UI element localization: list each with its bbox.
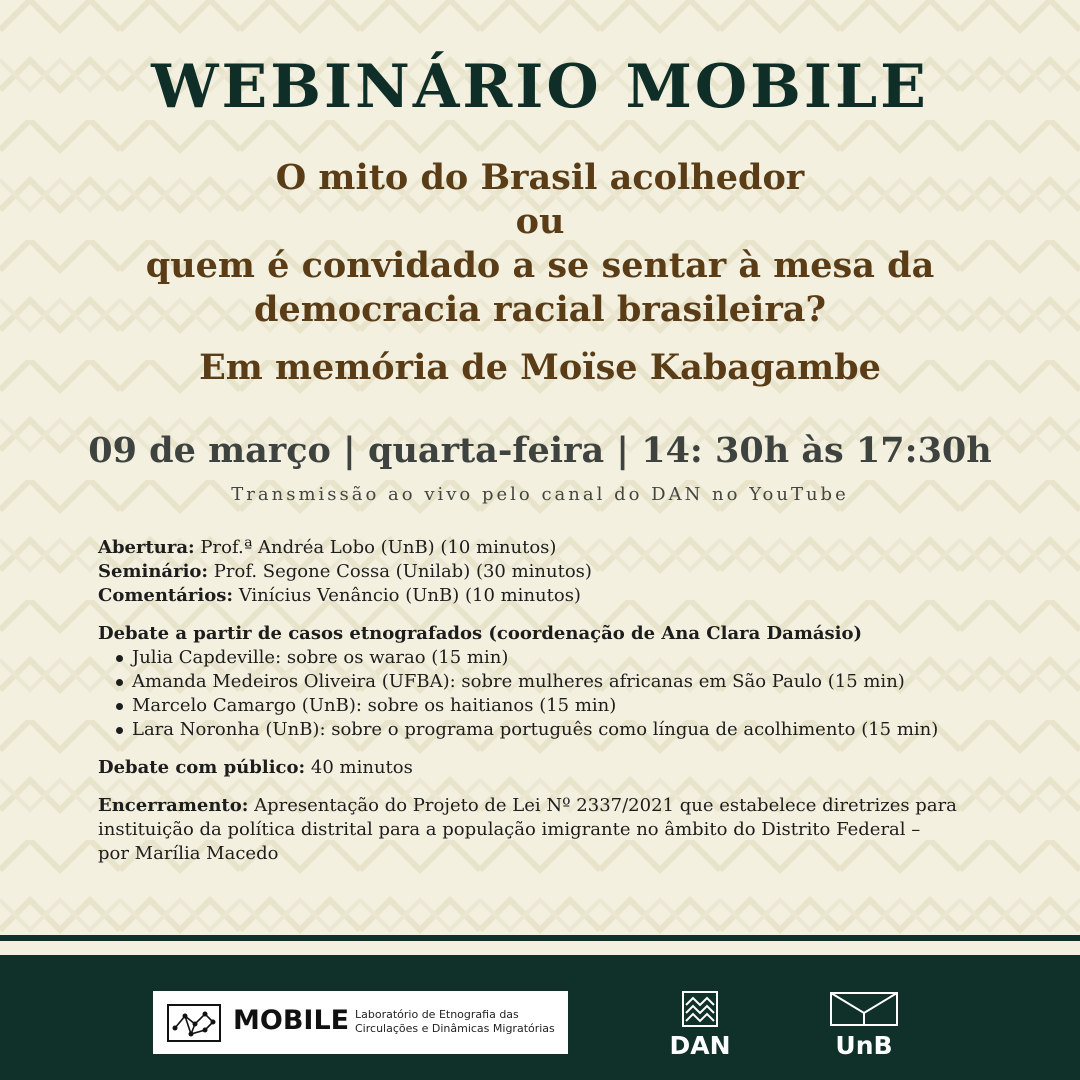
dan-emblem-icon [682, 991, 718, 1027]
network-icon [167, 1004, 221, 1042]
subtitle-line: O mito do Brasil acolhedor [275, 157, 805, 198]
seminar-text: Prof. Segone Cossa (Unilab) (30 minutos) [208, 561, 592, 582]
unb-label: UnB [835, 1031, 893, 1060]
seminar-row [98, 560, 1018, 584]
debate-list [116, 646, 1018, 742]
memorial-text: Em memória de Moïse Kabagambe [199, 347, 881, 388]
dan-logo [662, 991, 738, 1060]
bullet-icon [116, 727, 123, 734]
opening-text: Prof.ª Andréa Lobo (UnB) (10 minutos) [194, 537, 557, 558]
footer [0, 955, 1080, 1080]
comments-row [98, 584, 1018, 608]
closing-text: Apresentação do Projeto de Lei Nº 2337/2021 que estabelece diretrizes para [248, 795, 957, 816]
public-debate-label: Debate com público: [98, 757, 306, 778]
mobile-logo-name: MOBILE [233, 1005, 350, 1036]
event-date: 09 de março | quarta-feira | 14: 30h às 17:30h [88, 430, 992, 471]
comments-text: Vinícius Venâncio (UnB) (10 minutos) [233, 585, 581, 606]
broadcast-info: Transmissão ao vivo pelo canal do DAN no YouTube [231, 484, 849, 505]
debate-heading: Debate a partir de casos etnografados (coordenação de Ana Clara Damásio) [98, 623, 863, 644]
subtitle-line: democracia racial brasileira? [254, 289, 826, 330]
dan-label: DAN [669, 1031, 731, 1060]
unb-logo [826, 991, 902, 1060]
closing-text: por Marília Macedo [98, 843, 279, 864]
list-item: Lara Noronha (UnB): sobre o programa português como língua de acolhimento (15 min) [116, 718, 1018, 742]
unb-emblem-icon [829, 991, 899, 1027]
list-item: Marcelo Camargo (UnB): sobre os haitianos (15 min) [116, 694, 1018, 718]
subtitle [90, 156, 990, 332]
public-debate-text: 40 minutos [305, 757, 413, 778]
closing-text: instituição da política distrital para a população imigrante no âmbito do Distrito Federal – [98, 819, 921, 840]
main-title: WEBINÁRIO MOBILE [151, 52, 929, 122]
list-item: Amanda Medeiros Oliveira (UFBA): sobre mulheres africanas em São Paulo (15 min) [116, 670, 1018, 694]
comments-label: Comentários: [98, 585, 233, 606]
closing-row [98, 794, 1018, 818]
subtitle-line: ou [515, 201, 565, 242]
closing-label: Encerramento: [98, 795, 249, 816]
seminar-label: Seminário: [98, 561, 209, 582]
mobile-logo [153, 991, 568, 1054]
public-debate-row [98, 756, 1018, 780]
bullet-icon [116, 655, 123, 662]
mobile-logo-tagline: Laboratório de Etnografia das Circulações e Dinâmicas Migratórias [355, 1008, 555, 1035]
bullet-icon [116, 679, 123, 686]
opening-row [98, 536, 1018, 560]
program-schedule [98, 536, 1018, 866]
opening-label: Abertura: [98, 537, 195, 558]
divider [0, 935, 1080, 941]
list-item: Julia Capdeville: sobre os warao (15 min) [116, 646, 1018, 670]
bullet-icon [116, 703, 123, 710]
subtitle-line: quem é convidado a se sentar à mesa da [145, 245, 935, 286]
